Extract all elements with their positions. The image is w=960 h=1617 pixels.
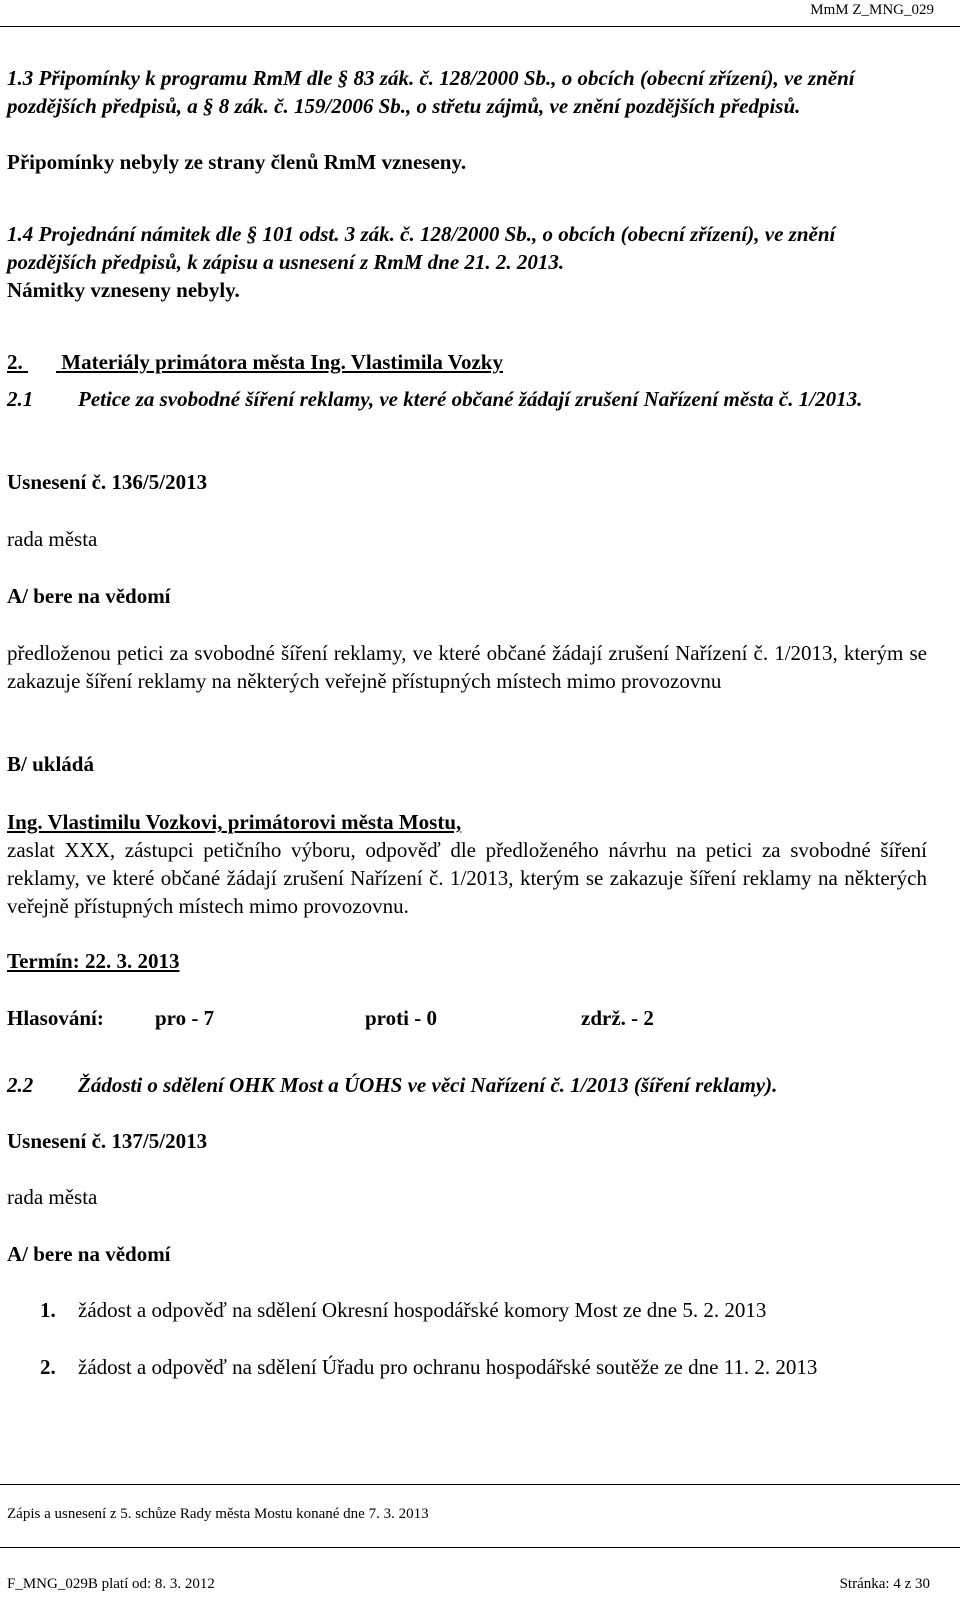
section-1-3-title: 1.3 Připomínky k programu RmM dle § 83 zák. č. 128/2000 Sb., o obcích (obecní zřízení), ve znění pozdějších předpisů, a § 8 zák. č. 159/2006 Sb., o střetu zájmů, ve znění pozdějších předpisů. bbox=[7, 66, 855, 118]
item-2-1-b-addressee: Ing. Vlastimilu Vozkovi, primátorovi města Mostu, bbox=[7, 810, 462, 834]
footer-caption: Zápis a usnesení z 5. schůze Rady města Mostu konané dne 7. 3. 2013 bbox=[7, 1506, 429, 1522]
section-2-number: 2. bbox=[7, 350, 23, 374]
vote-label: Hlasování: bbox=[7, 1006, 104, 1030]
item-2-1-b-heading: B/ ukládá bbox=[7, 752, 94, 776]
item-2-1-council: rada města bbox=[7, 527, 98, 551]
header-rule bbox=[0, 26, 960, 27]
vote-for: pro - 7 bbox=[155, 1006, 215, 1030]
item-2-1-title: Petice za svobodné šíření reklamy, ve které občané žádají zrušení Nařízení města č. 1/2013. bbox=[78, 387, 863, 411]
list-item-number: 1. bbox=[40, 1298, 56, 1322]
item-2-1-resolution: Usnesení č. 136/5/2013 bbox=[7, 470, 208, 494]
vote-abstain: zdrž. - 2 bbox=[581, 1006, 654, 1030]
item-2-1-deadline: Termín: 22. 3. 2013 bbox=[7, 949, 180, 973]
item-2-2-number: 2.2 bbox=[7, 1073, 34, 1097]
item-2-1-a-heading: A/ bere na vědomí bbox=[7, 584, 171, 608]
list-item-text: žádost a odpověď na sdělení Okresní hospodářské komory Most ze dne 5. 2. 2013 bbox=[78, 1298, 767, 1322]
item-2-2-resolution: Usnesení č. 137/5/2013 bbox=[7, 1129, 208, 1153]
item-2-2-council: rada města bbox=[7, 1185, 98, 1209]
footer-rule-bottom bbox=[0, 1547, 960, 1548]
section-1-3-body: Připomínky nebyly ze strany členů RmM vzneseny. bbox=[7, 150, 467, 174]
item-2-1-b-text: zaslat XXX, zástupci petičního výboru, odpověď dle předloženého návrhu na petici za svobodné šíření reklamy, ve které občané žádají zrušení Nařízení č. 1/2013, kterým se zakazuje šíření reklamy na některých veřejně přístupných místech mimo provozovnu. bbox=[7, 838, 927, 918]
footer-form-code: F_MNG_029B platí od: 8. 3. 2012 bbox=[7, 1576, 215, 1592]
footer-rule-top bbox=[0, 1484, 960, 1485]
document-code: MmM Z_MNG_029 bbox=[810, 2, 934, 18]
section-2-heading bbox=[7, 348, 927, 376]
item-2-1-number: 2.1 bbox=[7, 387, 34, 411]
list-item-number: 2. bbox=[40, 1355, 56, 1379]
item-2-2-title: Žádosti o sdělení OHK Most a ÚOHS ve věci Nařízení č. 1/2013 (šíření reklamy). bbox=[78, 1073, 778, 1097]
list-item-text: žádost a odpověď na sdělení Úřadu pro ochranu hospodářské soutěže ze dne 11. 2. 2013 bbox=[78, 1355, 818, 1379]
item-2-2-a-heading: A/ bere na vědomí bbox=[7, 1242, 171, 1266]
section-2-title: Materiály primátora města Ing. Vlastimila Vozky bbox=[61, 350, 503, 374]
section-1-4-body: Námitky vzneseny nebyly. bbox=[7, 278, 240, 302]
vote-against: proti - 0 bbox=[365, 1006, 437, 1030]
section-1-4-title: 1.4 Projednání námitek dle § 101 odst. 3 zák. č. 128/2000 Sb., o obcích (obecní zřízení), ve znění pozdějších předpisů, k zápisu a usnesení z RmM dne 21. 2. 2013. bbox=[7, 222, 836, 274]
footer-page-info: Stránka: 4 z 30 bbox=[839, 1576, 930, 1592]
item-2-1-a-text: předloženou petici za svobodné šíření reklamy, ve které občané žádají zrušení Nařízení č. 1/2013, kterým se zakazuje šíření reklamy na některých veřejně přístupných místech mimo provozovnu bbox=[7, 641, 927, 693]
